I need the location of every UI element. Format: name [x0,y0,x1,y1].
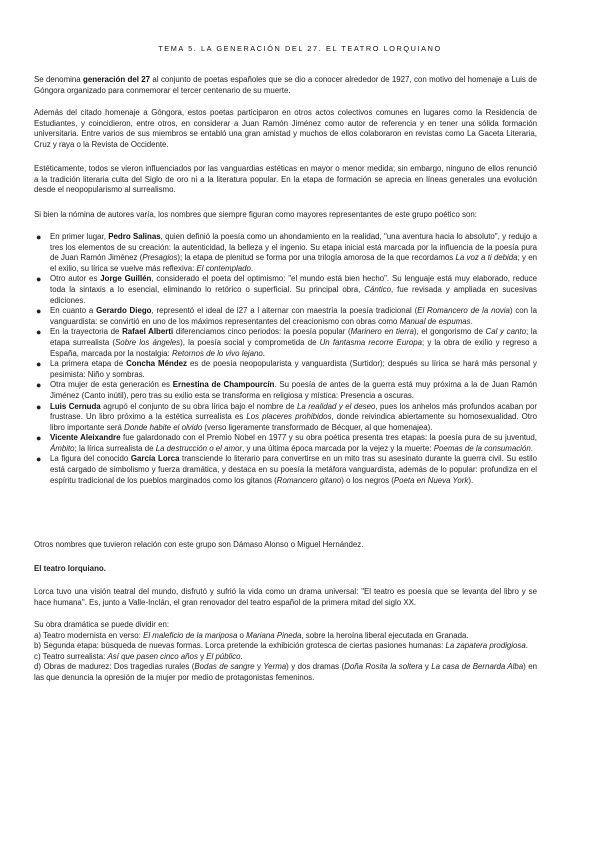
work-title: Yerma [263,662,287,672]
text: , fue revisada y ampliada en sucesivas ediciones. [50,284,537,305]
text: ) con la vanguardista: se convirtió en uno de los máximos representantes del creacionismo con obras como [50,306,537,326]
text: . [240,651,243,661]
text: ; y la obra de exilio y regreso a España, marcada por la nostalgia: [50,337,538,358]
text: a) Teatro modernista en verso: [34,630,144,640]
text: es de poesía neopopularista y vanguardista (Surtidor); después su lírica se hará más personal y pesimista: Niño y sombras. [50,359,537,379]
author-name: Jorge Guillén [100,274,152,284]
stage-a [34,631,537,642]
text: . [262,348,265,358]
bullet-icon: ● [36,454,42,465]
text: La figura del conocido [50,454,131,464]
work-title: La zapatera prodigiosa [445,641,526,651]
bullet-icon: ● [36,401,42,412]
work-title: Bodas de sangre [194,662,255,672]
work-title: Un fantasma recorre Europa [319,337,422,347]
text: c) Teatro surrealista: [34,651,108,661]
author-item [34,454,537,486]
bullet-icon: ● [36,359,42,370]
text: ; la etapa surrealista ( [50,327,537,347]
text: , pues los anhelos más profundos acaban por frustrase. Un libro próximo a la estética surrealista es [50,401,537,422]
paragraph-aesthetics: Estéticamente, todos se vieron influenciados por las vanguardias estéticas en mayor o menor medida; sin embargo, ninguno de ellos renunció a la tradición literaria culta del Siglo de oro ni a la literatura popular. En la etapa de formación se aprecia en líneas generales una evolución desde el neopopularismo al surrealismo. [34,164,537,195]
text: , y una última época marcada por la vejez y la muerte: [242,443,434,453]
text: fue galardonado con el Premio Nobel en 1977 y su obra poética presenta tres etapas: la poesía pura de su juventud, [120,433,537,443]
paragraph-intro [34,75,537,96]
author-item [34,232,537,274]
work-title: Marinero en tierra [350,327,414,337]
author-name: Pedro Salinas [108,232,161,241]
author-name: Ernestina de Champourcín [172,380,275,390]
work-title: Donde habite el olvido [124,422,203,432]
author-name: García Lorca [130,454,180,464]
text: ) o los negros ( [341,475,394,485]
text: . [530,443,533,453]
text: o [237,630,247,640]
paragraph-authors-intro: Si bien la nómina de autores varía, los nombres que siempre figuran como mayores representantes de este grupo poético son: [34,210,478,219]
text: . Su poesía de antes de la guerra está muy próxima a la de Juan Ramón Jiménez (Canto inútil), pero tras su exilio esta se transforma en religiosa y mística: Presencia a oscuras. [50,380,538,400]
work-title: Los placeres prohibidos [246,412,332,422]
bullet-icon: ● [36,327,42,338]
text: , quien definió la poesía como un ahondamiento en la realidad, "una aventura hacia lo absoluto", y redujo a tres los elementos de su creación: la autenticidad, la belleza y el ingenio. Su etapa inicial está marcada por la influencia de la poesía pura de Juan Ramón Jiménez ( [50,232,538,263]
bullet-icon: ● [36,306,42,317]
paragraph-other-names: Otros nombres que tuvieron relación con este grupo son Dámaso Alonso o Miguel Hernández. [34,540,364,549]
work-title: Doña Rosita la soltera [344,662,423,672]
text: . [250,263,254,273]
work-title: Cal y canto [485,327,526,337]
text: agrupó el conjunto de su obra lírica bajo el nombre de [100,401,298,411]
text: . [525,641,528,651]
author-name: Concha Méndez [126,359,187,369]
text: , donde reivindica abiertamente su homosexualidad. Otro libro importante será [50,412,537,432]
text: ) en las que denuncia la opresión de la mujer por medio de protagonistas femeninos. [34,662,538,682]
author-item [34,306,537,327]
text: La primera etapa de [50,359,127,369]
work-title: El contemplado [196,263,251,273]
page-title: TEMA 5. LA GENERACIÓN DEL 27. EL TEATRO LORQUIANO [158,44,442,53]
text: , representó el ideal de l27 a l alternar con maestría la poesía tradicional ( [151,306,418,316]
bullet-icon: ● [36,433,42,444]
text: En primer lugar, [50,232,109,241]
text: ) y dos dramas ( [286,662,345,672]
work-title: El maleficio de la mariposa [143,630,238,640]
author-list [34,232,537,486]
text: Otra mujer de esta generación es [50,380,173,390]
work-title: La realidad y el deseo [297,401,376,411]
text: En la trayectoria de [50,327,123,337]
work-title: Retornos de lo vivo lejano [171,348,263,358]
text: , considerado el poeta del optimismo: "el mundo está bien hecho". Su lenguaje está muy elaborado, reduce toda la sintaxis a lo esencial, eliminando lo retórico o superficial. Su principal obra, [50,274,537,294]
work-title: Mariana Pineda [246,630,302,640]
work-title: La voz a ti debida [455,253,518,263]
bullet-icon: ● [36,274,42,285]
text: transciende lo literario para convertirse en un mito tras su asesinato durante la guerra civil. Su estilo está cargado de simbolismo y fuerza dramática, y destaca en su poesía la metáfora vanguardista, además de lo popular: profundiza en el espíritu tradicional de los pueblos marginados como los gitanos ( [50,454,538,485]
bold-term: generación del 27 [83,75,151,84]
work-title: Cántico [364,284,392,294]
text: ; la lírica surrealista de [74,443,156,453]
paragraph-lorca-theatre: Lorca tuvo una visión teatral del mundo, disfrutó y sufrió la vida como un drama universal: "El teatro es poesía que se levanta del libro y se hace humana". Es, junto a Valle-Inclán, el gran renovador del teatro español de la primera mitad del siglo XX. [34,587,537,607]
stages-intro: Su obra dramática se puede dividir en: [34,620,170,629]
text: ; y en el exilio, su lírica se vuelve más reflexiva: [50,253,537,273]
author-item [34,380,537,401]
text: d) Obras de madurez: Dos tragedias rurales ( [34,662,195,672]
text: Se denomina [34,75,84,84]
work-title: Ámbito [50,443,75,453]
work-title: Romancero gitano [276,475,342,485]
author-item [34,433,537,454]
work-title: Poemas de la consumación [433,443,531,453]
text: ), el gongorismo de [413,327,486,337]
work-title: El Romancero de la novia [417,306,510,316]
work-title: La casa de Bernarda Alba [431,662,524,672]
bullet-icon: ● [36,232,42,242]
work-title: Poeta en Nueva York [393,475,469,485]
text: diferenciamos cinco periodos: la poesía popular ( [173,327,351,337]
paragraph-context: Además del citado homenaje a Góngora, estos poetas participaron en otros actos colectivos comunes en lugares como la Residencia de Estudiantes, y coincidieron, entre otros, en considerar a Juan Ramón Jiménez como autor de referencia y en tener una sólida formación universitaria. Entre varios de sus miembros se entabló una gran amistad y muchos de ellos colaboraron en revistas como La Gaceta Literaria, Cruz y raya o la Revista de Occidente. [34,108,537,149]
author-item [34,274,537,306]
text: y [197,651,207,661]
work-title: Presagios [142,253,178,263]
text: ); la etapa de plenitud se forma por una trilogía amorosa de la que recordamos [177,253,456,263]
text: (verso ligeramente transformado de Bécquer, al que homenajea). [202,422,433,432]
author-name: Gerardo Diego [96,306,152,316]
text: . [470,316,473,326]
bullet-icon: ● [36,380,42,391]
stage-b [34,641,537,652]
work-title: El público [206,651,241,661]
work-title: Manual de espumas [399,316,471,326]
text: , sobre la heroína liberal ejecutada en Granada. [301,630,469,640]
text: al conjunto de poetas españoles que se dio a conocer alrededor de 1927, con motivo del homenaje a Luis de Góngora organizado para conmemorar el tercer centenario de su muerte. [34,75,537,95]
text: y [254,662,264,672]
work-title: Así que pasen cinco años [107,651,198,661]
text: b) Segunda etapa: búsqueda de nuevas formas. Lorca pretende la exhibición grotesca de ciertas pasiones humanas: [34,641,446,651]
author-name: Vicente Aleixandre [50,433,121,443]
author-item [34,359,537,380]
author-name: Rafael Alberti [122,327,174,337]
text: Otro autor es [50,274,101,284]
text: ), la poesía social y comprometida de [180,337,320,347]
author-name: Luis Cernuda [50,401,101,411]
stage-d [34,662,537,683]
text: y [422,662,432,672]
author-item [34,402,537,434]
work-title: La destrucción o el amor [155,443,243,453]
work-title: Sobre los ángeles [115,337,181,347]
stage-c [34,652,537,663]
author-item [34,327,537,359]
text: En cuanto a [50,306,97,316]
section-heading: El teatro lorquiano. [34,564,106,573]
theatre-stages [34,620,537,684]
text: ). [468,475,474,485]
